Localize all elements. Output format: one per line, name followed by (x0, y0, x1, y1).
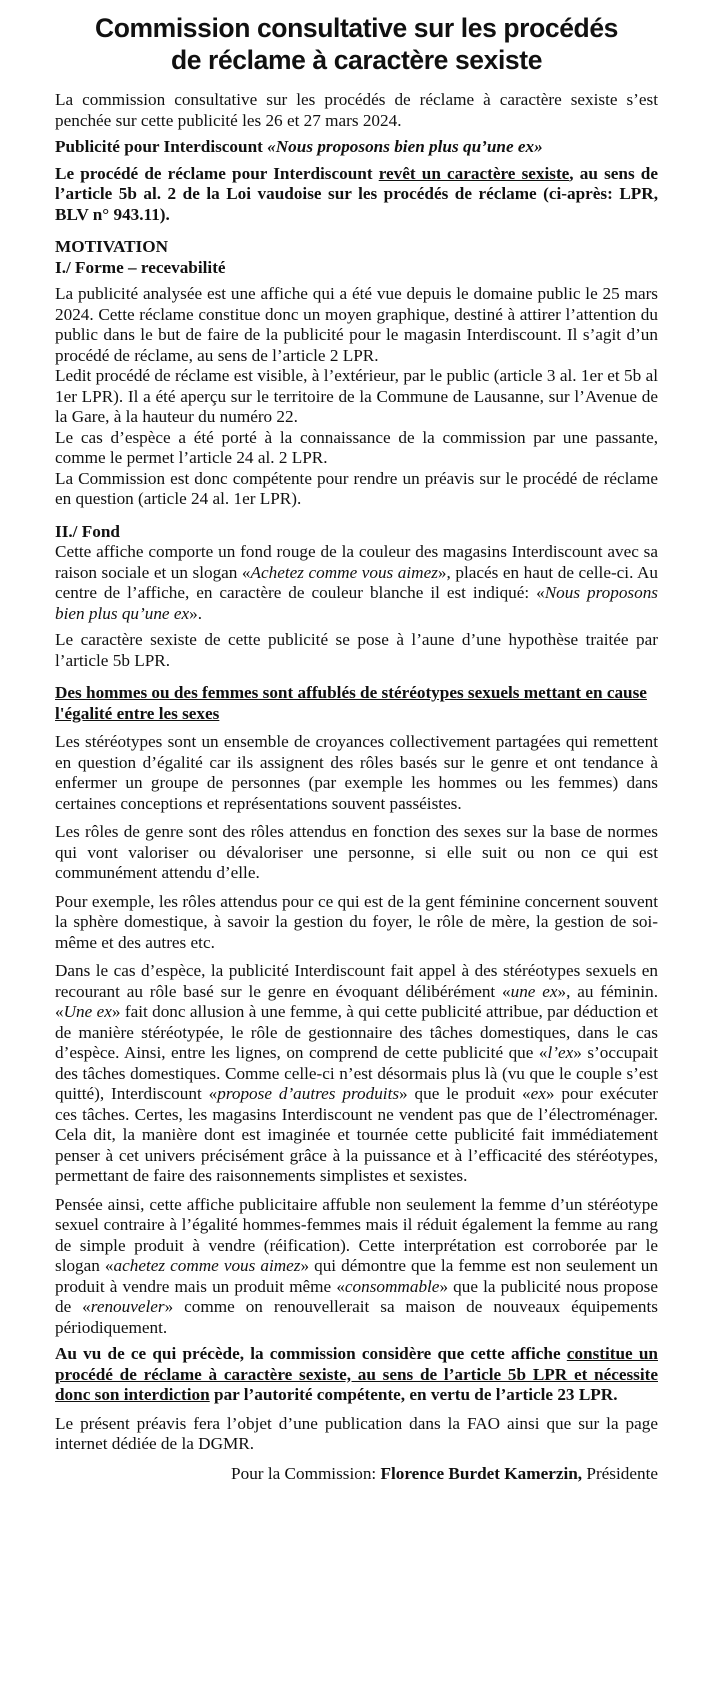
conclusion-paragraph (55, 1344, 658, 1406)
stereotypes-paragraph-5 (55, 1195, 658, 1339)
intro-paragraph: La commission consultative sur les procédés de réclame à caractère sexiste s’est penchée sur cette publicité les 26 et 27 mars 2024. (55, 90, 658, 130)
stereotypes-paragraph-1: Les stéréotypes sont un ensemble de croyances collectivement partagées qui remettent en question d’égalité car ils assignent des rôles basés sur le genre et ont tendance à enfermer un groupe de personnes (par exemple les hommes ou les femmes) dans certaines conceptions et représentations souvent passéistes. (55, 732, 658, 813)
section-2-heading: II./ Fond (55, 521, 120, 541)
signature-name: Florence Burdet Kamerzin, (380, 1463, 583, 1483)
s-p4-h: propose d’autres produits (217, 1084, 400, 1103)
ad-slogan: «Nous proposons bien plus qu’une ex» (267, 137, 543, 156)
stereotypes-heading: Des hommes ou des femmes sont affublés de stéréotypes sexuels mettant en cause l'égalité entre les sexes (55, 683, 647, 723)
stereotypes-paragraph-4 (55, 961, 658, 1187)
motivation-heading: MOTIVATION (55, 237, 169, 256)
section-1-paragraph-4: La Commission est donc compétente pour rendre un préavis sur le procédé de réclame en question (article 24 al. 1er LPR). (55, 468, 658, 508)
section-1-paragraph-2: Ledit procédé de réclame est visible, à l’extérieur, par le public (article 3 al. 1er et 5b al 1er LPR). Il a été aperçu sur le territoire de la Commune de Lausanne, sur l’Avenue de la Gare, à la hauteur du numéro 22. (55, 366, 658, 426)
signature-prefix: Pour la Commission: (231, 1463, 381, 1483)
s-p5-b: achetez comme vous aimez (113, 1256, 301, 1275)
s-p4-c: », au féminin. « (55, 981, 658, 1021)
s-p5-e: » que la publicité nous propose de « (55, 1276, 658, 1316)
s-p4-f: l’ex (547, 1043, 574, 1062)
section-1-paragraph-1: La publicité analysée est une affiche qui a été vue depuis le domaine public le 25 mars 2024. Cette réclame constitue donc un moyen graphique, destiné à attirer l’attention du public dans le but de faire de la publicité pour le magasin Interdiscount. Il s’agit d’un procédé de réclame, au sens de l’article 2 LPR. (55, 284, 658, 365)
s-p4-e: » fait donc allusion à une femme, à qui cette publicité attribue, par déduction et de manière stéréotypée, le rôle de gestionnaire des tâches domestiques, dans le cas d’espèce. Ainsi, entre les lignes, on comprend de cette publicité que « (55, 1002, 658, 1062)
s-p5-d: consommable (344, 1276, 440, 1296)
stereotypes-paragraph-3: Pour exemple, les rôles attendus pour ce qui est de la gent féminine concernent souvent la sphère domestique, à savoir la gestion du foyer, le rôle de mère, la gestion de soi-même et des autres etc. (55, 891, 658, 952)
title-line-2: de réclame à caractère sexiste (170, 45, 543, 75)
ad-label: Publicité pour Interdiscount (55, 137, 268, 156)
s-p4-g: » s’occupait des tâches domestiques. Comme celle-ci n’est désormais plus là (vu que le couple s’est quitté), Interdiscount « (55, 1043, 658, 1103)
document-title (55, 12, 658, 76)
s2p1-text-e: ». (189, 603, 203, 623)
s2p1-text-a: Cette affiche comporte un fond rouge de la couleur des magasins Interdiscount avec sa raison sociale et un slogan « (55, 542, 658, 582)
publication-paragraph: Le présent préavis fera l’objet d’une publication dans la FAO ainsi que sur la page internet dédiée de la DGMR. (55, 1413, 658, 1453)
section-1-paragraph-3: Le cas d’espèce a été porté à la connaissance de la commission par une passante, comme le permet l’article 24 al. 2 LPR. (55, 427, 658, 467)
conclusion-text-a: Au vu de ce qui précède, la commission considère que cette affiche (55, 1344, 567, 1363)
s2p1-text-c: », placés en haut de celle-ci. Au centre de l’affiche, en caractère de couleur blanche il est indiqué: « (55, 562, 658, 602)
s-p5-a: Pensée ainsi, cette affiche publicitaire affuble non seulement la femme d’un stéréotype sexuel contraire à l’égalité hommes-femmes mais il réduit également la femme au rang de simple produit à vendre (réification). Cette interprétation est corroborée par le slogan « (55, 1194, 658, 1275)
s-p4-d: Une ex (63, 1002, 112, 1021)
title-line-1: Commission consultative sur les procédés (94, 13, 618, 43)
s-p4-i: » que le produit « (399, 1084, 531, 1103)
verdict-text-1: Le procédé de réclame pour Interdiscount (55, 163, 379, 183)
ad-heading (55, 137, 658, 158)
verdict-underlined: revêt un caractère sexiste (378, 163, 570, 183)
verdict-text-2: , au sens de l’article 5b al. 2 de la Loi vaudoise sur les procédés de réclame (ci-après: LPR, BLV n° 943.11). (55, 163, 658, 224)
conclusion-text-c: par l’autorité compétente, en vertu de l’article 23 LPR. (209, 1385, 618, 1404)
s-p4-j: ex (530, 1084, 546, 1103)
s-p4-a: Dans le cas d’espèce, la publicité Interdiscount fait appel à des stéréotypes sexuels en recourant au rôle basé sur le genre en évoquant délibérément « (55, 961, 658, 1001)
s-p4-b: une ex (510, 981, 558, 1001)
section-2-paragraph-2: Le caractère sexiste de cette publicité se pose à l’aune d’une hypothèse traitée par l’article 5b LPR. (55, 630, 658, 670)
signature (55, 1464, 658, 1485)
section-2-paragraph-1 (55, 542, 658, 624)
signature-role: Présidente (582, 1463, 658, 1483)
verdict-paragraph (55, 164, 658, 226)
s2p1-slogan: Achetez comme vous aimez (250, 562, 438, 582)
s-p5-c: » qui démontre que la femme est non seulement un produit à vendre mais un produit même « (55, 1256, 658, 1296)
s-p5-g: » comme on renouvellerait sa maison de nouveaux équipements périodiquement. (55, 1297, 658, 1337)
s-p4-k: » pour exécuter ces tâches. Certes, les magasins Interdiscount ne vendent pas que de l’électroménager. Cela dit, la manière dont est imaginée et tournée cette publicité fait immédiatement penser à cet univers précisément grâce à la puissance et à l’efficacité des stéréotypes, permettant de faire des raisonnements simplistes et sexistes. (55, 1084, 658, 1185)
s-p5-f: renouveler (90, 1297, 165, 1316)
conclusion-underlined: constitue un procédé de réclame à caractère sexiste, au sens de l’article 5b LPR et nécessite donc son interdiction (55, 1344, 658, 1404)
stereotypes-paragraph-2: Les rôles de genre sont des rôles attendus en fonction des sexes sur la base de normes qui vont valoriser ou dévaloriser une personne, si elle suit ou non ce qui est communément attendu d’elle. (55, 822, 658, 882)
section-1-heading: I./ Forme – recevabilité (55, 257, 226, 277)
s2p1-headline: Nous proposons bien plus qu’une ex (55, 583, 658, 623)
